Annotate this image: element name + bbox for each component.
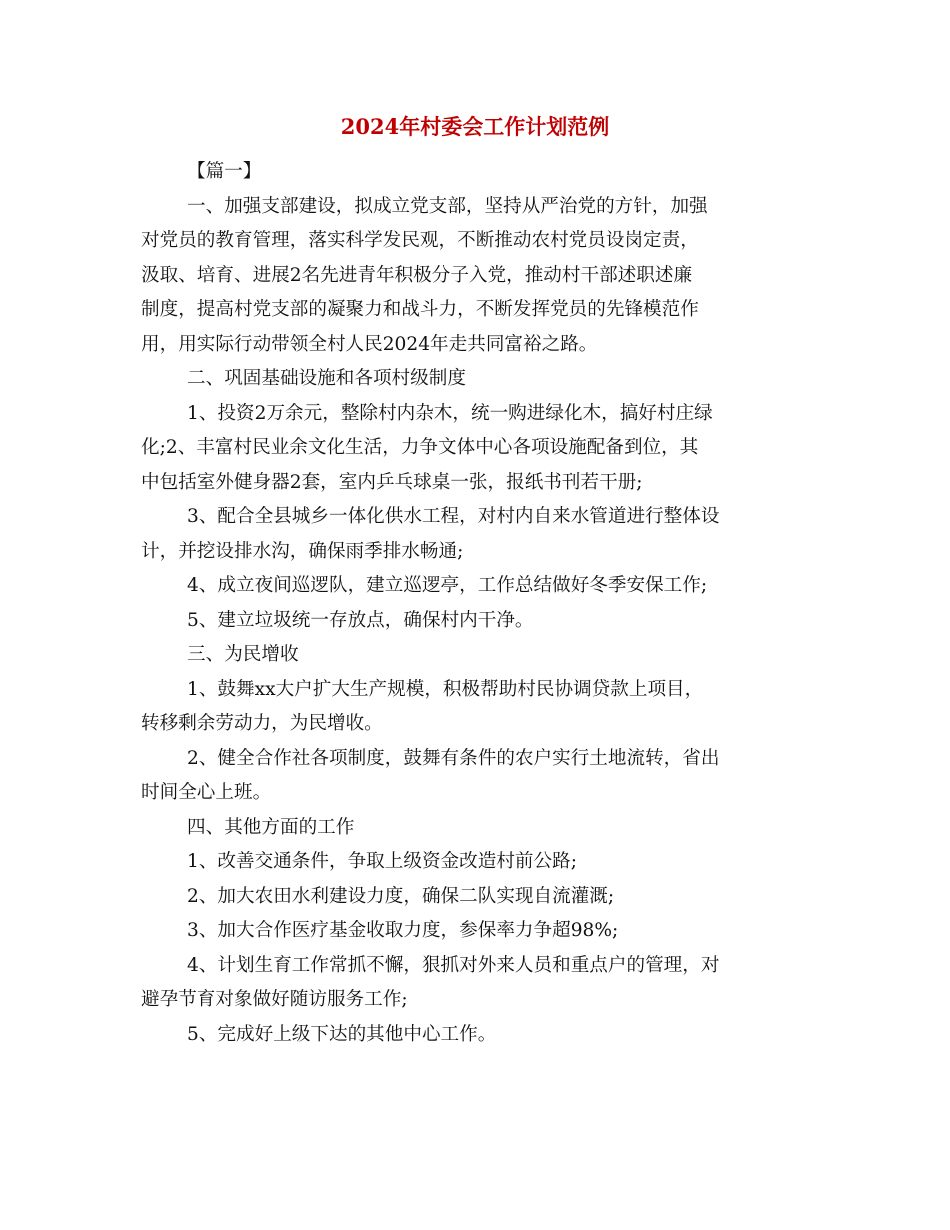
document-body (141, 155, 806, 1052)
paragraph-line: 避孕节育对象做好随访服务工作; (141, 989, 408, 1010)
paragraph-line: 一、加强支部建设，拟成立党支部，坚持从严治党的方针，加强 (187, 195, 708, 217)
paragraph-line: 时间全心上班。 (141, 782, 272, 803)
paragraph-line: 制度，提高村党支部的凝聚力和战斗力，不断发挥党员的先锋模范作 (141, 299, 699, 320)
paragraph-line: 计，并挖设排水沟，确保雨季排水畅通; (141, 540, 464, 562)
section-heading: 二、巩固基础设施和各项村级制度 (187, 368, 466, 389)
paragraph-line: 5、完成好上级下达的其他中心工作。 (187, 1023, 497, 1045)
paragraph-line: 4、成立夜间巡逻队，建立巡逻亭，工作总结做好冬季安保工作; (187, 575, 708, 596)
paragraph-line: 中包括室外健身器2套，室内乒乓球桌一张，报纸书刊若干册; (141, 471, 643, 493)
paragraph-line: 对党员的教育管理，落实科学发民观，不断推动农村党员设岗定责， (141, 230, 699, 251)
paragraph-line: 用，用实际行动带领全村人民2024年走共同富裕之路。 (141, 333, 598, 355)
paragraph-line: 2、健全合作社各项制度，鼓舞有条件的农户实行土地流转，省出 (187, 747, 720, 769)
paragraph-line: 4、计划生育工作常抓不懈，狠抓对外来人员和重点户的管理，对 (187, 954, 720, 976)
section-heading: 四、其他方面的工作 (187, 816, 355, 838)
section-label: 【篇一】 (187, 161, 262, 182)
paragraph-line: 3、配合全县城乡一体化供水工程，对村内自来水管道进行整体设 (187, 506, 720, 527)
paragraph-line: 汲取、培育、进展2名先进青年积极分子入党，推动村干部述职述廉 (141, 264, 693, 286)
paragraph-line: 1、改善交通条件，争取上级资金改造村前公路; (187, 851, 577, 872)
paragraph-line: 化;2、丰富村民业余文化生活，力争文体中心各项设施配备到位，其 (141, 437, 699, 458)
paragraph-line: 1、鼓舞xx大户扩大生产规模，积极帮助村民协调贷款上项目， (187, 678, 704, 700)
paragraph-line: 3、加大合作医疗基金收取力度，参保率力争超98%; (187, 920, 619, 941)
paragraph-line: 转移剩余劳动力，为民增收。 (141, 713, 383, 734)
paragraph-line: 2、加大农田水利建设力度，确保二队实现自流灌溉; (187, 885, 615, 907)
paragraph-line: 1、投资2万余元，整除村内杂木，统一购进绿化木，搞好村庄绿 (187, 402, 713, 424)
section-heading: 三、为民增收 (187, 644, 299, 665)
paragraph-line: 5、建立垃圾统一存放点，确保村内干净。 (187, 609, 534, 631)
document-title: 2024年村委会工作计划范例 (340, 114, 610, 139)
